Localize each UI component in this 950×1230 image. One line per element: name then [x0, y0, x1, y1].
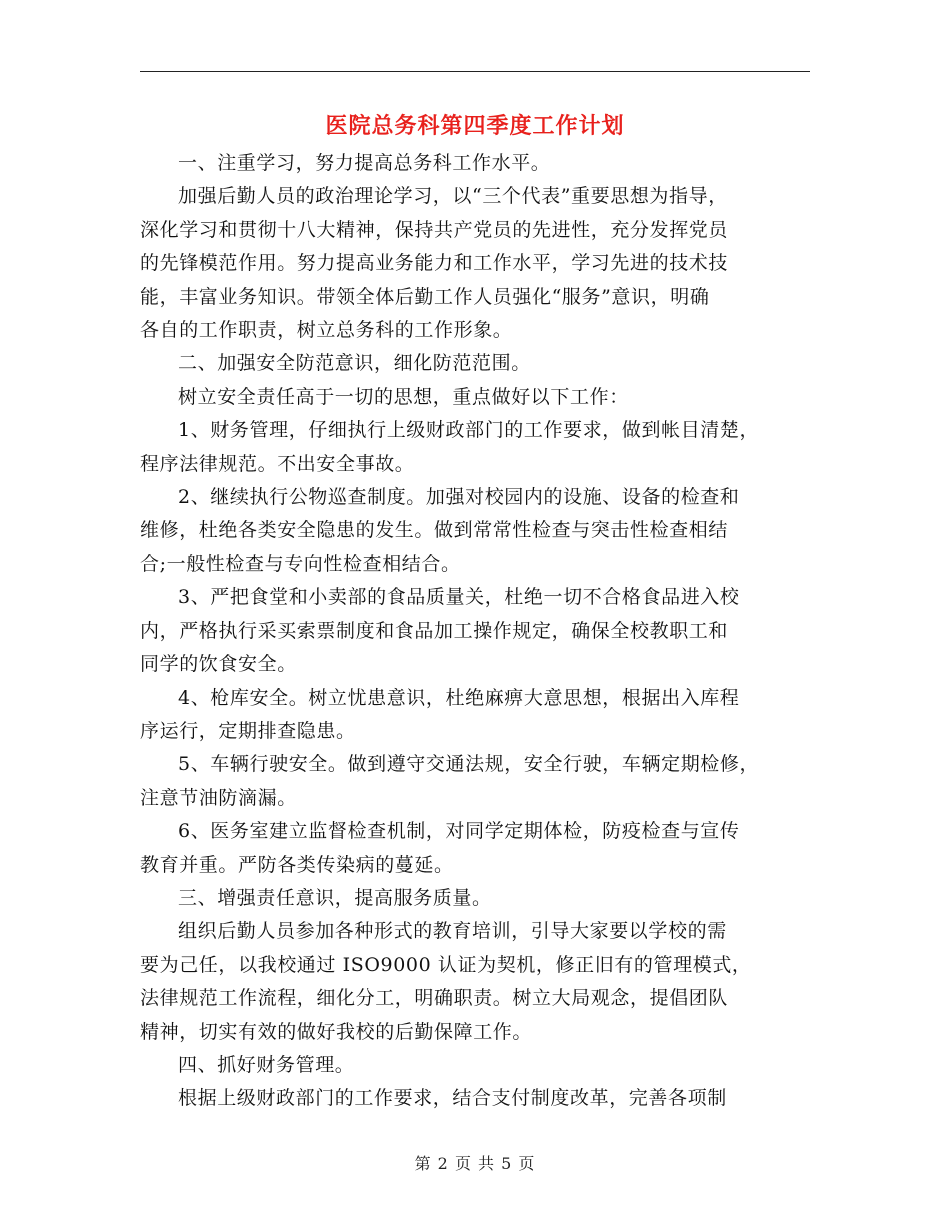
- text-line: 同学的饮食安全。: [140, 653, 297, 676]
- text-line: 注意节油防滴漏。: [140, 786, 297, 809]
- text-line: 4、枪库安全。树立忧患意识，杜绝麻痹大意思想，根据出入库程: [178, 686, 740, 709]
- text-line: 2、继续执行公物巡查制度。加强对校园内的设施、设备的检查和: [178, 486, 740, 509]
- text-line: 1、财务管理，仔细执行上级财政部门的工作要求，做到帐目清楚，: [178, 419, 760, 442]
- paragraph: [140, 1049, 820, 1082]
- text-line: 深化学习和贯彻十八大精神，保持共产党员的先进性，充分发挥党员: [140, 218, 729, 241]
- paragraph: [140, 180, 820, 347]
- paragraph: [140, 581, 820, 681]
- text-line: 5、车辆行驶安全。做到遵守交通法规，安全行驶，车辆定期检修，: [178, 753, 760, 776]
- text-line: 的先锋模范作用。努力提高业务能力和工作水平，学习先进的技术技: [140, 252, 729, 275]
- page-number-label: 第 2 页 共 5 页: [414, 1154, 536, 1173]
- text-line: 序运行，定期排查隐患。: [140, 719, 356, 742]
- paragraph: [140, 381, 820, 414]
- paragraph: [140, 414, 820, 481]
- text-line: 精神，切实有效的做好我校的后勤保障工作。: [140, 1020, 533, 1043]
- document-body: [140, 147, 820, 1116]
- text-line: 合;一般性检查与专向性检查相结合。: [140, 552, 461, 575]
- text-line: 组织后勤人员参加各种形式的教育培训，引导大家要以学校的需: [178, 920, 727, 943]
- paragraph: [140, 481, 820, 581]
- header-rule: [140, 71, 810, 72]
- text-line: 三、增强责任意识，提高服务质量。: [178, 886, 492, 909]
- text-line: 内，严格执行采买索票制度和食品加工操作规定，确保全校教职工和: [140, 619, 729, 642]
- text-line: 能，丰富业务知识。带领全体后勤工作人员强化“服务”意识，明确: [140, 285, 710, 308]
- text-line: 加强后勤人员的政治理论学习，以“三个代表”重要思想为指导，: [178, 185, 728, 208]
- text-line: 维修，杜绝各类安全隐患的发生。做到常常性检查与突击性检查相结: [140, 519, 729, 542]
- text-line: 程序法律规范。不出安全事故。: [140, 452, 415, 475]
- text-line: 根据上级财政部门的工作要求，结合支付制度改革，完善各项制: [178, 1087, 727, 1110]
- text-line: 6、医务室建立监督检查机制，对同学定期体检，防疫检查与宣传: [178, 820, 740, 843]
- text-line: 各自的工作职责，树立总务科的工作形象。: [140, 319, 513, 342]
- paragraph: [140, 147, 820, 180]
- text-line: 3、严把食堂和小卖部的食品质量关，杜绝一切不合格食品进入校: [178, 586, 740, 609]
- document-title: 医院总务科第四季度工作计划: [325, 114, 625, 139]
- paragraph: [140, 347, 820, 380]
- paragraph: [140, 815, 820, 882]
- paragraph: [140, 1082, 820, 1115]
- paragraph: [140, 882, 820, 915]
- text-line: 树立安全责任高于一切的思想，重点做好以下工作：: [178, 385, 629, 408]
- text-line: 二、加强安全防范意识，细化防范范围。: [178, 352, 531, 375]
- text-line: 四、抓好财务管理。: [178, 1053, 355, 1076]
- paragraph: [140, 748, 820, 815]
- text-line: 教育并重。严防各类传染病的蔓延。: [140, 853, 454, 876]
- page-footer: [0, 1152, 950, 1176]
- paragraph: [140, 915, 820, 1049]
- text-line: 要为己任，以我校通过 ISO9000 认证为契机，修正旧有的管理模式，: [140, 953, 752, 976]
- text-line: 法律规范工作流程，细化分工，明确职责。树立大局观念，提倡团队: [140, 987, 729, 1010]
- text-line: 一、注重学习，努力提高总务科工作水平。: [178, 152, 551, 174]
- paragraph: [140, 682, 820, 749]
